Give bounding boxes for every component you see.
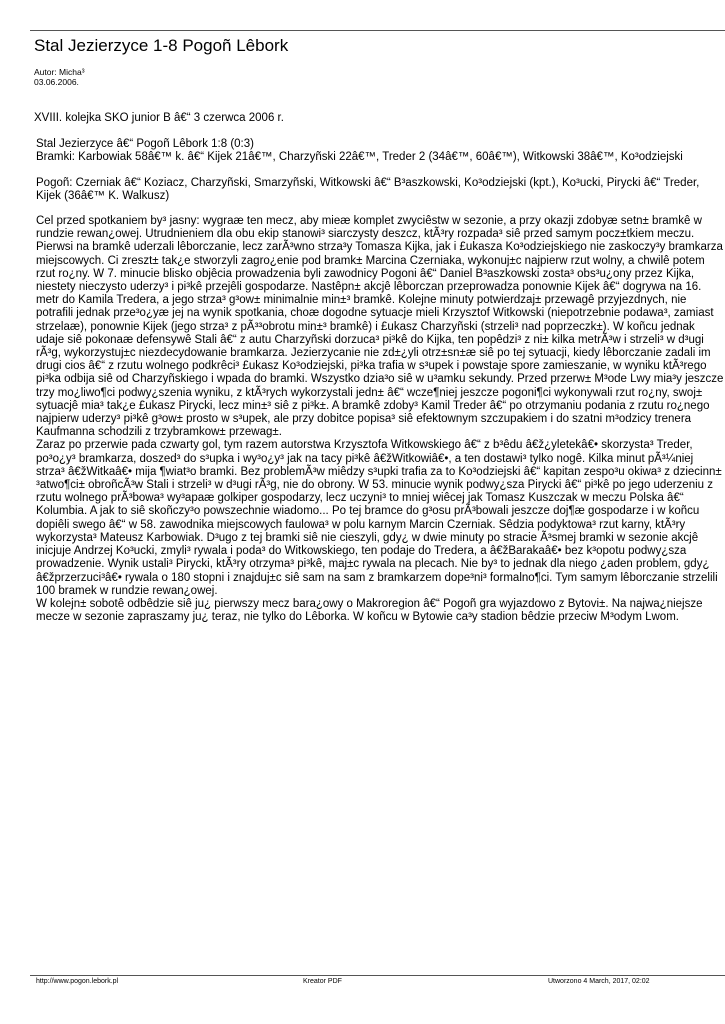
article-meta <box>34 67 85 87</box>
author-line: Autor: Micha³ <box>34 67 85 77</box>
footer-created: Utworzono 4 March, 2017, 02:02 <box>548 978 650 985</box>
round-heading: XVIII. kolejka SKO junior B â€“ 3 czerwca 2006 r. <box>34 112 284 124</box>
article-date: 03.06.2006. <box>34 77 79 87</box>
page-title: Stal Jezierzyce 1-8 Pogoñ Lêbork <box>34 36 289 55</box>
footer-generator: Kreator PDF <box>303 978 342 985</box>
match-score: Stal Jezierzyce â€“ Pogoñ Lêbork 1:8 (0:3) <box>36 138 254 151</box>
body-paragraph: Cel przed spotkaniem by³ jasny: wygraæ ten mecz, aby mieæ komplet zwyciêstw w sezonie, a przy okazji zdobyæ setn± bramkê w rundzie rewan¿owej. Utrudnieniem dla obu ekip stanowi³ siarczysty deszcz, ktÃ³ry rozpada³ siê przed samym pocz±tkiem meczu. <box>36 215 702 241</box>
footer-url[interactable]: http://www.pogon.lebork.pl <box>36 978 119 985</box>
goal-scorers: Bramki: Karbowiak 58â€™ k. â€“ Kijek 21â€™, Charzyñski 22â€™, Treder 2 (34â€™, 60â€™), Witkowski 38â€™, Ko³odziejski <box>36 151 683 164</box>
article-body <box>34 112 725 624</box>
body-paragraph: W kolejn± sobotê odbêdzie siê ju¿ pierwszy mecz bara¿owy o Makroregion â€“ Pogoñ gra wyjazdowo z Bytovi±. Na najwa¿niejsze mecze w sezonie zapraszamy ju¿ teraz, nie tylko do Lêborka. W koñcu w Bytowie ca³y stadion bêdzie przeciw M³odym Lwom. <box>36 597 703 624</box>
body-paragraph: Pierwsi na bramkê uderzali lêborczanie, lecz zarÃ³wno strza³y Tomasza Kijka, jak i £ukasza Ko³odziejskiego nie zaskoczy³y bramkarza miejscowych. Ci zreszt± tak¿e stworzyli zagro¿enie pod bramk± Marcina Czerniaka, wykonuj±c najpierw rzut wolny, a chwilê potem rzut ro¿ny. W 7. minucie blisko objêcia prowadzenia byli zawodnicy Pogoni â€“ Daniel B³aszkowski zosta³ obs³u¿ony przez Kijka, niestety nieczysto uderzy³ i pi³kê przejêli gospodarze. Nastêpn± akcjê lêborczan przeprowadza ponownie Kijek â€“ dogrywa na 16. metr do Kamila Tredera, a jego strza³ g³ow± minimalnie min±³ bramkê. Kolejne minuty potwierdzaj± przewagê przyjezdnych, nie potrafili jednak prze³o¿yæ jej na wynik spotkania, choæ dogodne sytuacje mieli Krzysztof Witkowski (niepotrzebnie podawa³, zamiast strzelaæ), ponownie Kijek (jego strza³ z pÃ³³obrotu min±³ bramkê) i £ukasz Charzyñski (strzeli³ nad poprzeczk±). W koñcu jednak udaje siê pokonaæ defensywê Stali â€“ z autu Charzyñski dorzuca³ pi³kê do Kijka, ten popêdzi³ z ni± kilka metrÃ³w i strzeli³ w d³ugi rÃ³g, wykorzystuj±c niezdecydowanie bramkarza. Jezierzycanie nie zd±¿yli otrz±sn±æ siê po tej sytuacji, kiedy lêborczanie zadali im drugi cios â€“ z rzutu wolnego podkrêci³ £ukasz Ko³odziejski, pi³ka trafia w s³upek i powstaje spore zamieszanie, w wyniku ktÃ³rego pi³ka odbija siê od Charzyñskiego i wpada do bramki. Wszystko dzia³o siê w u³amku sekundy. Przed przerw± M³ode Lwy mia³y jeszcze trzy mo¿liwo¶ci podwy¿szenia wyniku, z ktÃ³rych wykorzystali jedn± â€“ wcze¶niej jeszcze pogoni¶ci wykonywali rzut ro¿ny, swoj± sytuacjê mia³ tak¿e £ukasz Pirycki, lecz min±³ siê z pi³k±. A bramkê zdoby³ Kamil Treder â€“ po otrzymaniu podania z rzutu ro¿nego najpierw uderzy³ pi³kê g³ow± prosto w s³upek, ale przy dobitce popisa³ siê efektownym szczupakiem i do szatni m³odzicy trenera Kaufmanna schodzili z trzybramkow± przewag±. <box>36 241 724 439</box>
team-lineup: Pogoñ: Czerniak â€“ Koziacz, Charzyñski, Smarzyñski, Witkowski â€“ B³aszkowski, Ko³odziejski (kpt.), Ko³ucki, Pirycki â€“ Treder, Kijek (36â€™ K. Walkusz) <box>36 176 700 202</box>
body-paragraph: Zaraz po przerwie pada czwarty gol, tym razem autorstwa Krzysztofa Witkowskiego â€“ z b³êdu â€ž¿yletekâ€• skorzysta³ Treder, po³o¿y³ bramkarza, doszed³ do s³upka i wy³o¿y³ jak na tacy pi³kê â€žWitkowiâ€•, a ten dostawi³ tylko nogê. Kilka minut pÃ³¼niej strza³ â€žWitkaâ€• mija ¶wiat³o bramki. Bez problemÃ³w miêdzy s³upki trafia za to Ko³odziejski â€“ kapitan zespo³u okiwa³ z dziecinn± ³atwo¶ci± obroñcÃ³w Stali i strzeli³ w d³ugi rÃ³g, nie do obrony. W 53. minucie wynik podwy¿sza Pirycki â€“ pi³kê po jego uderzeniu z rzutu wolnego prÃ³bowa³ wy³apaæ golkiper gospodarzy, lecz uczyni³ to mniej wiêcej jak Tomasz Kuszczak w meczu Polska â€“ Kolumbia. A jak to siê skoñczy³o powszechnie wiadomo... Po tej bramce do g³osu prÃ³bowali jeszcze doj¶æ gospodarze i w koñcu dopiêli swego â€“ w 58. zawodnika miejscowych faulowa³ w polu karnym Marcin Czerniak. Sêdzia podyktowa³ rzut karny, ktÃ³ry wykorzysta³ Mateusz Karbowiak. D³ugo z tej bramki siê nie cieszyli, gdy¿ w dwie minuty po stracie Ã³smej bramki w sezonie akcjê inicjuje Andrzej Ko³ucki, zmyli³ rywala i poda³ do Witkowskiego, ten podaje do Tredera, a â€žBarakaâ€• bez k³opotu podwy¿sza prowadzenie. Wynik ustali³ Pirycki, ktÃ³ry otrzyma³ pi³kê, maj±c rywala na plecach. Nie by³ to jednak dla niego ¿aden problem, gdy¿ â€žprzerzuci³â€• rywala o 180 stopni i znajduj±c siê sam na sam z bramkarzem dope³ni³ formalno¶ci. Tym samym lêborczanie strzelili 100 bramek w rundzie rewan¿owej. <box>36 439 722 597</box>
header-rule <box>30 30 725 31</box>
footer-rule <box>30 975 725 976</box>
